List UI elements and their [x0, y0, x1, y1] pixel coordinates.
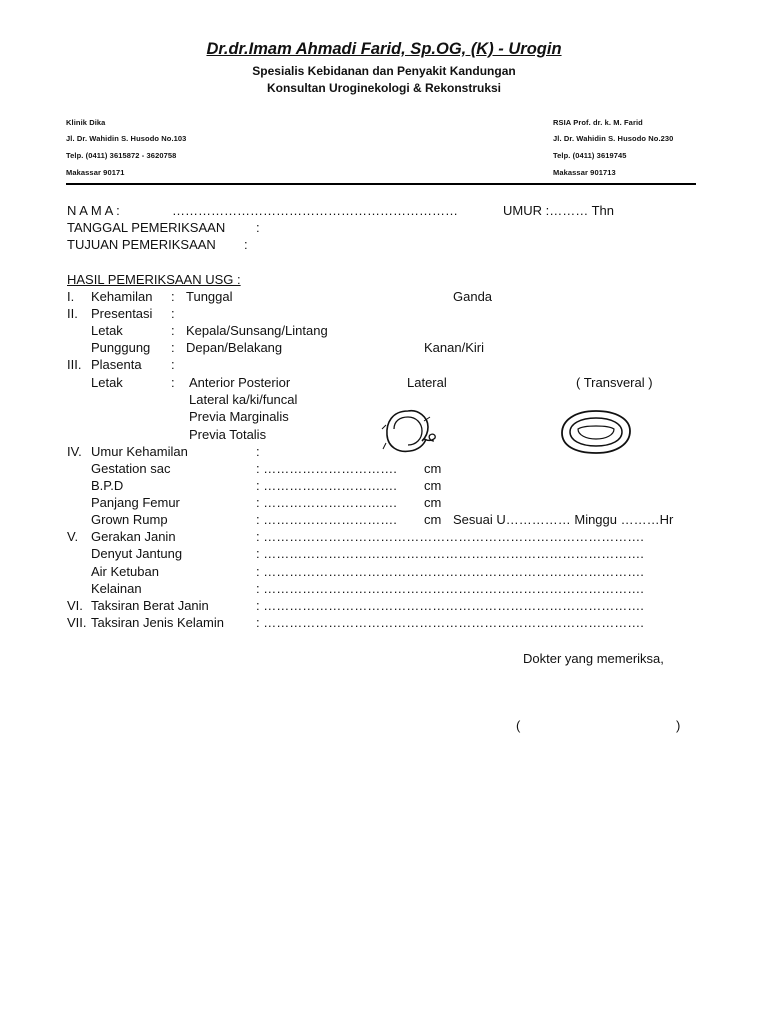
section-number: IV.: [67, 444, 82, 459]
exam-date-colon[interactable]: :: [256, 220, 260, 235]
femur-length-field[interactable]: : ………………………….: [256, 495, 397, 510]
crown-rump-label: Grown Rump: [91, 512, 168, 527]
placenta-position-label: Letak: [91, 375, 123, 390]
unit-cm: cm: [424, 478, 442, 493]
bpd-label: B.P.D: [91, 478, 124, 493]
section-number: VI.: [67, 598, 83, 613]
estimated-sex-field[interactable]: : …………………………………………………………………………….: [256, 615, 644, 630]
exam-purpose-colon[interactable]: :: [244, 237, 248, 252]
results-heading: HASIL PEMERIKSAAN USG :: [67, 272, 241, 287]
right-address-line: Makassar 901713: [553, 168, 616, 177]
bpd-field[interactable]: : ………………………….: [256, 478, 397, 493]
crown-rump-field[interactable]: : ………………………….: [256, 512, 397, 527]
subtitle-specialist: Spesialis Kebidanan dan Penyakit Kandungan: [252, 64, 516, 78]
placenta-previa-totalis-option[interactable]: Previa Totalis: [189, 427, 267, 442]
gestational-age-estimate-field[interactable]: Sesuai U…………… Minggu ………Hr: [453, 512, 674, 527]
placenta-transversal-option[interactable]: ( Transveral ): [576, 375, 653, 390]
abnormality-label: Kelainan: [91, 581, 142, 596]
position-options[interactable]: Kepala/Sunsang/Lintang: [186, 323, 328, 338]
placenta-previa-marginalis-option[interactable]: Previa Marginalis: [189, 409, 289, 424]
abnormality-field[interactable]: : …………………………………………………………………………….: [256, 581, 644, 596]
colon: :: [171, 375, 175, 390]
name-field[interactable]: …………………………………………………………: [172, 203, 458, 218]
fetal-movement-field[interactable]: : …………………………………………………………………………….: [256, 529, 644, 544]
exam-date-label: TANGGAL PEMERIKSAAN: [67, 220, 226, 235]
colon: :: [171, 357, 175, 372]
name-label: N A M A :: [67, 203, 120, 218]
unit-cm: cm: [424, 512, 442, 527]
right-address-line: Telp. (0411) 3619745: [553, 151, 627, 160]
heart-rate-label: Denyut Jantung: [91, 546, 183, 561]
estimated-fetal-weight-field[interactable]: : …………………………………………………………………………….: [256, 598, 644, 613]
colon: :: [171, 340, 175, 355]
left-address-line: Telp. (0411) 3615872 - 3620758: [66, 151, 177, 160]
lateral-placenta-sketch: [380, 405, 442, 463]
pregnancy-single-option[interactable]: Tunggal: [186, 289, 233, 304]
back-side-options[interactable]: Kanan/Kiri: [424, 340, 484, 355]
left-address-line: Jl. Dr. Wahidin S. Husodo No.103: [66, 134, 187, 143]
pregnancy-twin-option[interactable]: Ganda: [453, 289, 493, 304]
gestation-sac-field[interactable]: : ………………………….: [256, 461, 397, 476]
back-label: Punggung: [91, 340, 151, 355]
section-number: II.: [67, 306, 78, 321]
signature-open-paren: (: [516, 718, 521, 733]
age-field[interactable]: UMUR :……… Thn: [503, 203, 614, 218]
section-number: III.: [67, 357, 82, 372]
right-address-line: Jl. Dr. Wahidin S. Husodo No.230: [553, 134, 674, 143]
amniotic-fluid-label: Air Ketuban: [91, 564, 159, 579]
left-address-line: Makassar 90171: [66, 168, 125, 177]
heart-rate-field[interactable]: : …………………………………………………………………………….: [256, 546, 644, 561]
estimated-fetal-weight-label: Taksiran Berat Janin: [91, 598, 209, 613]
placenta-lateral-fundal-option[interactable]: Lateral ka/ki/funcal: [189, 392, 298, 407]
section-number: I.: [67, 289, 75, 304]
amniotic-fluid-field[interactable]: : …………………………………………………………………………….: [256, 564, 644, 579]
placenta-label: Plasenta: [91, 357, 142, 372]
transversal-placenta-sketch: [558, 407, 634, 457]
signature-close-paren: ): [676, 718, 681, 733]
exam-purpose-label: TUJUAN PEMERIKSAAN: [67, 237, 216, 252]
right-address-line: RSIA Prof. dr. k. M. Farid: [553, 118, 643, 127]
unit-cm: cm: [424, 461, 442, 476]
colon: :: [171, 289, 175, 304]
femur-length-label: Panjang Femur: [91, 495, 180, 510]
signature-field[interactable]: [530, 718, 670, 734]
left-address-line: Klinik Dika: [66, 118, 106, 127]
header-divider: [66, 183, 696, 185]
placenta-lateral-option[interactable]: Lateral: [407, 375, 447, 390]
colon: :: [171, 306, 175, 321]
placenta-anterior-posterior-option[interactable]: Anterior Posterior: [189, 375, 291, 390]
subtitle-consultant: Konsultan Uroginekologi & Rekonstruksi: [266, 81, 502, 95]
estimated-sex-label: Taksiran Jenis Kelamin: [91, 615, 224, 630]
unit-cm: cm: [424, 495, 442, 510]
colon: :: [171, 323, 175, 338]
colon: :: [256, 444, 260, 459]
fetal-movement-label: Gerakan Janin: [91, 529, 176, 544]
examining-doctor-label: Dokter yang memeriksa,: [523, 651, 664, 666]
back-front-options[interactable]: Depan/Belakang: [186, 340, 283, 355]
doctor-title: Dr.dr.Imam Ahmadi Farid, Sp.OG, (K) - Urogin: [206, 40, 562, 58]
position-label: Letak: [91, 323, 123, 338]
section-number: V.: [67, 529, 79, 544]
presentation-label: Presentasi: [91, 306, 153, 321]
gestational-age-label: Umur Kehamilan: [91, 444, 188, 459]
gestation-sac-label: Gestation sac: [91, 461, 171, 476]
pregnancy-label: Kehamilan: [91, 289, 153, 304]
section-number: VII.: [67, 615, 87, 630]
